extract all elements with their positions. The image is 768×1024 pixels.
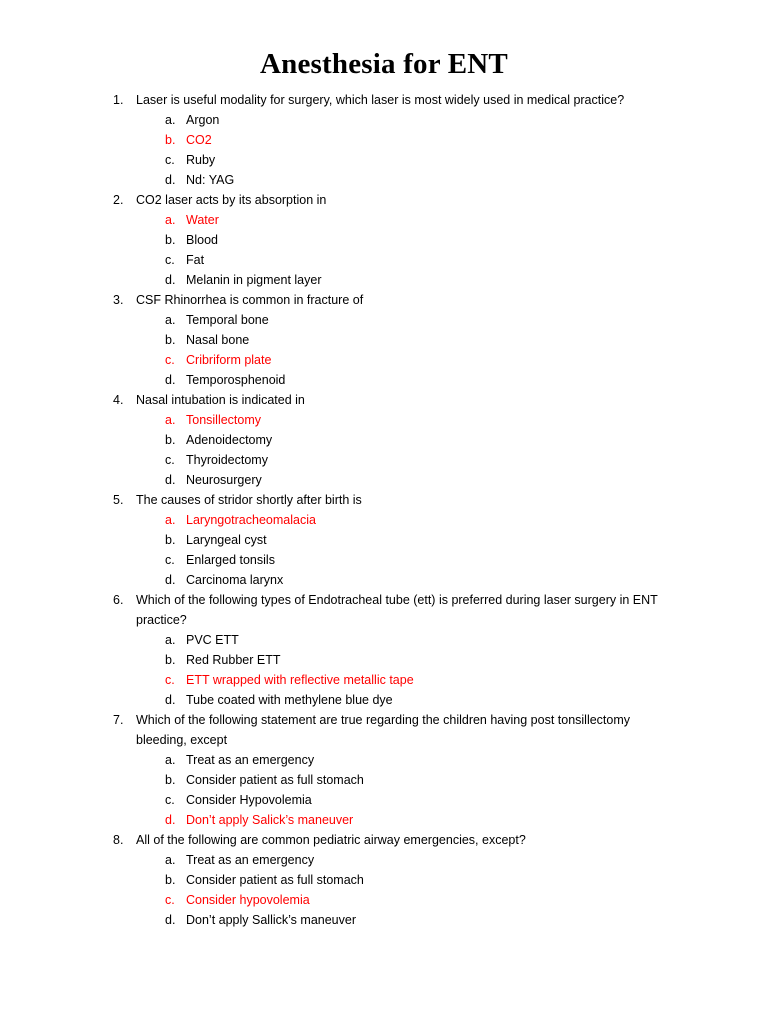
option-text: Don’t apply Sallick’s maneuver [186,913,356,927]
question-text: CSF Rhinorrhea is common in fracture of [136,293,364,307]
option-letter: b. [165,433,176,447]
answer-option [0,370,768,390]
question-number: 7. [113,713,124,727]
answer-option [0,550,768,570]
option-text: Carcinoma larynx [186,573,284,587]
answer-option [0,750,768,770]
option-text: Nasal bone [186,333,250,347]
option-letter: b. [165,773,176,787]
option-text: Temporal bone [186,313,269,327]
correct-answer-option [0,410,768,430]
option-letter: a. [165,313,176,327]
option-letter: d. [165,273,176,287]
option-letter: d. [165,693,176,707]
answer-option [0,850,768,870]
option-text: Treat as an emergency [186,853,315,867]
option-letter: d. [165,573,176,587]
option-letter: d. [165,173,176,187]
question-5 [0,490,768,510]
option-text: Consider Hypovolemia [186,793,312,807]
option-text: Consider patient as full stomach [186,873,364,887]
question-4 [0,390,768,410]
option-text: Treat as an emergency [186,753,315,767]
option-letter: d. [165,373,176,387]
option-letter: a. [165,113,176,127]
answer-option [0,150,768,170]
answer-option [0,770,768,790]
option-letter: b. [165,233,176,247]
option-letter: c. [165,153,175,167]
option-text: Thyroidectomy [186,453,268,467]
correct-answer-option [0,890,768,910]
option-letter: c. [165,793,175,807]
option-letter: c. [165,453,175,467]
option-text: Laryngotracheomalacia [186,513,316,527]
question-text: Laser is useful modality for surgery, which laser is most widely used in medical practice? [136,93,625,107]
correct-answer-option [0,350,768,370]
answer-option [0,790,768,810]
question-text: Which of the following statement are true regarding the children having post tonsillectomy bleeding, except [136,713,631,747]
option-letter: a. [165,413,176,427]
correct-answer-option [0,510,768,530]
answer-option [0,310,768,330]
answer-option [0,690,768,710]
answer-option [0,250,768,270]
option-text: Blood [186,233,218,247]
question-number: 5. [113,493,124,507]
option-letter: c. [165,673,175,687]
answer-option [0,530,768,550]
answer-option [0,910,768,930]
option-letter: a. [165,213,176,227]
page-title: Anesthesia for ENT [260,48,508,80]
option-letter: d. [165,913,176,927]
option-letter: d. [165,813,176,827]
option-letter: c. [165,353,175,367]
option-text: Tube coated with methylene blue dye [186,693,393,707]
question-number: 4. [113,393,124,407]
question-text: CO2 laser acts by its absorption in [136,193,327,207]
option-letter: c. [165,893,175,907]
option-letter: b. [165,533,176,547]
option-letter: a. [165,513,176,527]
option-text: Melanin in pigment layer [186,273,322,287]
answer-option [0,470,768,490]
question-2 [0,190,768,210]
question-number: 1. [113,93,124,107]
option-text: CO2 [186,133,212,147]
option-letter: a. [165,633,176,647]
question-6 [0,590,768,630]
option-text: ETT wrapped with reflective metallic tape [186,673,414,687]
answer-option [0,450,768,470]
answer-option [0,230,768,250]
option-text: Enlarged tonsils [186,553,275,567]
option-text: Laryngeal cyst [186,533,267,547]
option-letter: b. [165,653,176,667]
option-text: Cribriform plate [186,353,272,367]
question-1 [0,90,768,110]
option-letter: d. [165,473,176,487]
question-number: 6. [113,593,124,607]
option-text: Don’t apply Salick’s maneuver [186,813,354,827]
question-text: All of the following are common pediatric airway emergencies, except? [136,833,526,847]
question-text: Nasal intubation is indicated in [136,393,305,407]
option-text: Adenoidectomy [186,433,273,447]
answer-option [0,870,768,890]
answer-option [0,650,768,670]
correct-answer-option [0,810,768,830]
option-text: Nd: YAG [186,173,235,187]
option-text: Tonsillectomy [186,413,262,427]
question-number: 8. [113,833,124,847]
option-text: Consider hypovolemia [186,893,310,907]
question-list [0,90,768,930]
answer-option [0,630,768,650]
option-text: Neurosurgery [186,473,262,487]
question-text: Which of the following types of Endotracheal tube (ett) is preferred during laser surgery in ENT practice? [136,593,658,627]
question-text: The causes of stridor shortly after birth is [136,493,362,507]
answer-option [0,110,768,130]
option-letter: b. [165,873,176,887]
option-letter: c. [165,553,175,567]
answer-option [0,430,768,450]
answer-option [0,170,768,190]
question-number: 3. [113,293,124,307]
option-text: Argon [186,113,220,127]
correct-answer-option [0,670,768,690]
option-text: Consider patient as full stomach [186,773,364,787]
option-text: Fat [186,253,205,267]
answer-option [0,570,768,590]
option-text: Red Rubber ETT [186,653,281,667]
option-text: PVC ETT [186,633,239,647]
option-letter: c. [165,253,175,267]
correct-answer-option [0,210,768,230]
answer-option [0,270,768,290]
option-text: Water [186,213,219,227]
question-3 [0,290,768,310]
option-letter: a. [165,753,176,767]
question-7 [0,710,768,750]
option-letter: a. [165,853,176,867]
question-number: 2. [113,193,124,207]
option-letter: b. [165,333,176,347]
correct-answer-option [0,130,768,150]
option-text: Temporosphenoid [186,373,286,387]
question-8 [0,830,768,850]
answer-option [0,330,768,350]
option-text: Ruby [186,153,216,167]
option-letter: b. [165,133,176,147]
